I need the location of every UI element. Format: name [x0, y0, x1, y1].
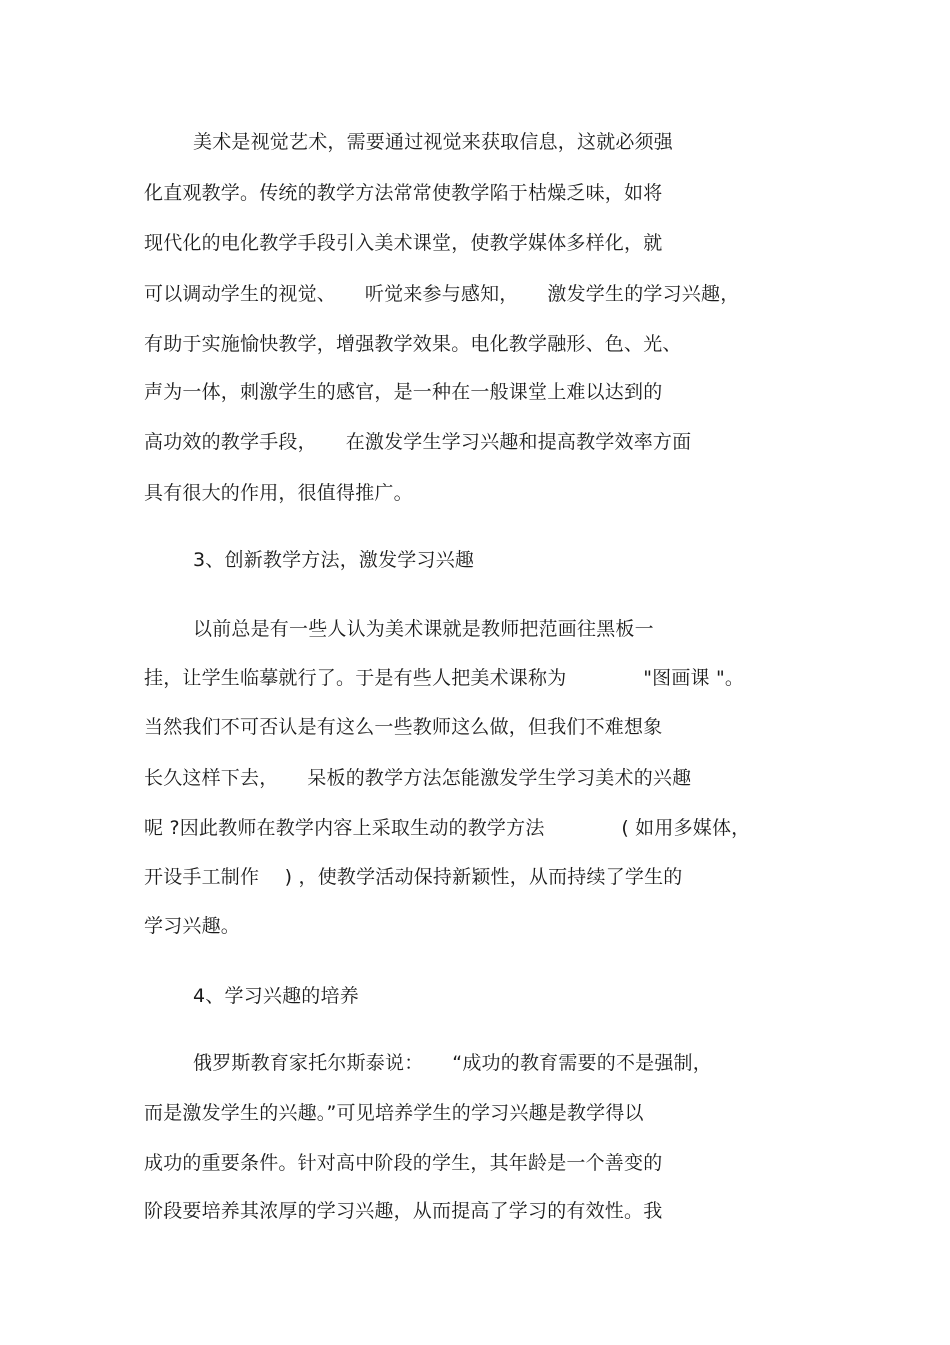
paragraph-line: 化直观教学。传统的教学方法常常使教学陷于枯燥乏味，如将 — [144, 182, 663, 204]
section-heading: 3、创新教学方法，激发学习兴趣 — [193, 549, 475, 571]
paragraph-line: 阶段要培养其浓厚的学习兴趣，从而提高了学习的有效性。我 — [144, 1200, 663, 1222]
paragraph-line: 声为一体，刺激学生的感官，是一种在一般课堂上难以达到的 — [144, 381, 663, 403]
paragraph-line: 学习兴趣。 — [144, 915, 241, 937]
paragraph-line: 长久这样下去， 呆板的教学方法怎能激发学生学习美术的兴趣 — [144, 767, 692, 789]
paragraph-line: 而是激发学生的兴趣。”可见培养学生的学习兴趣是教学得以 — [144, 1102, 644, 1124]
paragraph-line: 以前总是有一些人认为美术课就是教师把范画往黑板一 — [193, 618, 654, 640]
paragraph-line: 挂，让学生临摹就行了。于是有些人把美术课称为 "图画课 "。 — [144, 667, 745, 689]
paragraph-line: 俄罗斯教育家托尔斯泰说： “成功的教育需要的不是强制， — [193, 1052, 712, 1074]
paragraph-line: 高功效的教学手段， 在激发学生学习兴趣和提高教学效率方面 — [144, 431, 692, 453]
paragraph-line: 现代化的电化教学手段引入美术课堂，使教学媒体多样化，就 — [144, 232, 663, 254]
paragraph-line: 美术是视觉艺术，需要通过视觉来获取信息，这就必须强 — [193, 131, 674, 153]
paragraph-line: 成功的重要条件。针对高中阶段的学生，其年龄是一个善变的 — [144, 1152, 663, 1174]
paragraph-line: 当然我们不可否认是有这么一些教师这么做，但我们不难想象 — [144, 716, 663, 738]
paragraph-line: 可以调动学生的视觉、 听觉来参与感知， 激发学生的学习兴趣， — [144, 283, 740, 305]
paragraph-line: 具有很大的作用，很值得推广。 — [144, 482, 413, 504]
paragraph-line: 有助于实施愉快教学，增强教学效果。电化教学融形、色、光、 — [144, 333, 682, 355]
paragraph-line: 呢 ?因此教师在教学内容上采取生动的教学方法 ( 如用多媒体， — [144, 817, 751, 839]
paragraph-line: 开设手工制作 ) ，使教学活动保持新颖性，从而持续了学生的 — [144, 866, 683, 888]
section-heading: 4、学习兴趣的培养 — [193, 985, 359, 1007]
